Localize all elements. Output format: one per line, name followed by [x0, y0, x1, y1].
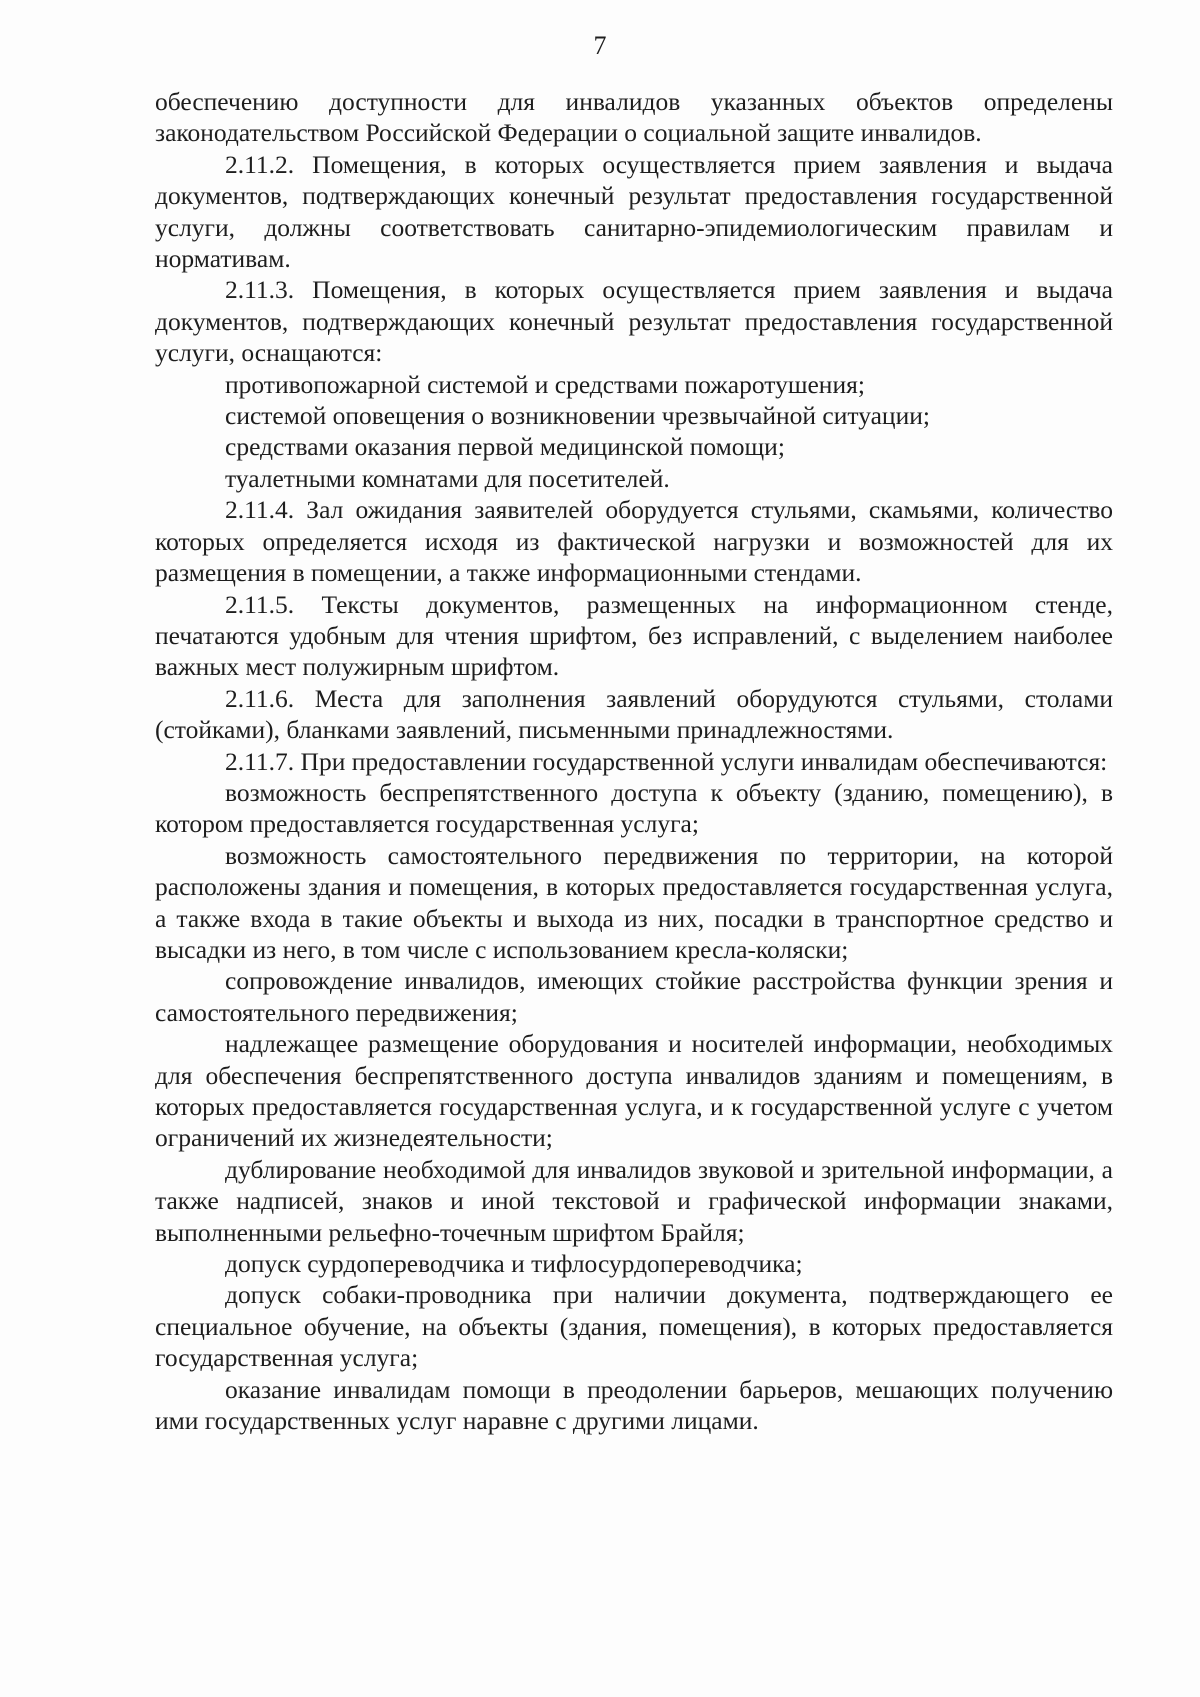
list-item-emergency-alert: системой оповещения о возникновении чрезвычайной ситуации; — [225, 401, 930, 431]
list-item-barrier-assistance: оказание инвалидам помощи в преодолении барьеров, мешающих получению ими государственных услуг наравне с другими лицами. — [155, 1374, 1113, 1436]
list-item-fire-safety: противопожарной системой и средствами пожаротушения; — [225, 369, 865, 399]
list-item-escort: сопровождение инвалидов, имеющих стойкие расстройства функции зрения и самостоятельного передвижения; — [155, 966, 1113, 1027]
paragraph-2-11-6: 2.11.6. Места для заполнения заявлений оборудуются стульями, столами (стойками), бланками заявлений, письменными принадлежностями. — [155, 683, 1113, 745]
list-item-sign-interpreter: допуск сурдопереводчика и тифлосурдопереводчика; — [225, 1249, 803, 1279]
list-item-guide-dog: допуск собаки-проводника при наличии документа, подтверждающего ее специальное обучение, на объекты (здания, помещения), в которых предоставляется государственная услуга; — [155, 1280, 1113, 1373]
list-item-first-aid: средствами оказания первой медицинской помощи; — [225, 432, 785, 462]
paragraph-2-11-4: 2.11.4. Зал ожидания заявителей оборудуется стульями, скамьями, количество которых определяется исходя из фактической нагрузки и возможностей для их размещения в помещении, а также информационными стендами. — [155, 495, 1113, 588]
list-item-unhindered-access: возможность беспрепятственного доступа к объекту (зданию, помещению), в котором предоставляется государственная услуга; — [155, 777, 1113, 839]
paragraph-2-11-7: 2.11.7. При предоставлении государственной услуги инвалидам обеспечиваются: — [225, 746, 1108, 776]
paragraph-2-11-5: 2.11.5. Тексты документов, размещенных на информационном стенде, печатаются удобным для чтения шрифтом, без исправлений, с выделением наиболее важных мест полужирным шрифтом. — [155, 589, 1113, 682]
list-item-braille-duplication: дублирование необходимой для инвалидов звуковой и зрительной информации, а также надписей, знаков и иной текстовой и графической информации знаками, выполненными рельефно-точечным шрифтом Брайля; — [155, 1154, 1113, 1247]
page-number: 7 — [593, 31, 607, 60]
paragraph-2-11-2: 2.11.2. Помещения, в которых осуществляется прием заявления и выдача документов, подтверждающих конечный результат предоставления государственной услуги, должны соответствовать санитарно-эпидемиологическим правилам и нормативам. — [155, 149, 1113, 274]
list-item-restrooms: туалетными комнатами для посетителей. — [225, 463, 670, 493]
list-item-independent-movement: возможность самостоятельного передвижения по территории, на которой расположены здания и помещения, в которых предоставляется государственная услуга, а также входа в такие объекты и выхода из них, посадки в транспортное средство и высадки из него, в том числе с использованием кресла-коляски; — [155, 840, 1113, 964]
paragraph-2-11-3: 2.11.3. Помещения, в которых осуществляется прием заявления и выдача документов, подтверждающих конечный результат предоставления государственной услуги, оснащаются: — [155, 275, 1113, 368]
list-item-equipment-placement: надлежащее размещение оборудования и носителей информации, необходимых для обеспечения беспрепятственного доступа инвалидов зданиям и помещениям, в которых предоставляется государственная услуга, и к государственной услуге с учетом ограничений их жизнедеятельности; — [155, 1029, 1113, 1153]
paragraph-intro-continuation: обеспечению доступности для инвалидов указанных объектов определены законодательством Российской Федерации о социальной защите инвалидов. — [155, 87, 1113, 148]
document-body — [155, 86, 1113, 1436]
